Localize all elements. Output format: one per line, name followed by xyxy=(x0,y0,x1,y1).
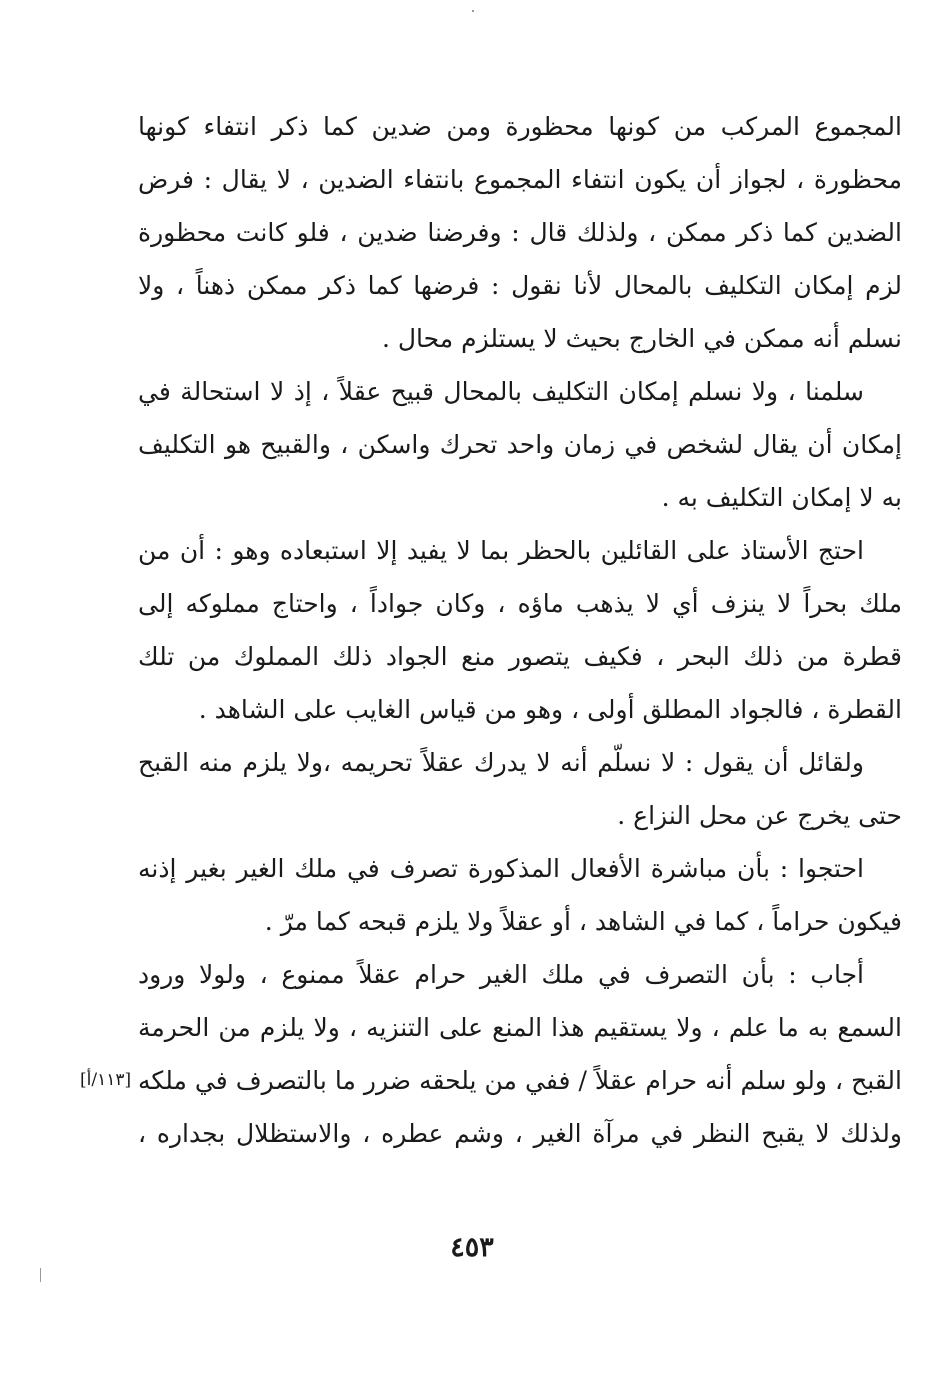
scan-speck xyxy=(40,1268,41,1282)
text-line: أجاب : بأن التصرف في ملك الغير حرام عقلاً ممنوع ، ولولا ورود xyxy=(138,960,864,989)
text-line: ملك بحراً لا ينزف أي لا يذهب ماؤه ، وكان جواداً ، واحتاج مملوكه إلى xyxy=(138,589,902,618)
text-line: ولذلك لا يقبح النظر في مرآة الغير ، وشم عطره ، والاستظلال بجداره ، xyxy=(138,1119,902,1148)
page-number: ٤٥٣ xyxy=(450,1232,494,1263)
text-line: القطرة ، فالجواد المطلق أولى ، وهو من قياس الغايب على الشاهد . xyxy=(198,695,902,724)
text-line: لزم إمكان التكليف بالمحال لأنا نقول : فرضها كما ذكر ممكن ذهناً ، ولا xyxy=(138,271,902,300)
text-line: الضدين كما ذكر ممكن ، ولذلك قال : وفرضنا ضدين ، فلو كانت محظورة xyxy=(138,218,902,247)
text-line: نسلم أنه ممكن في الخارج بحيث لا يستلزم محال . xyxy=(381,324,902,353)
text-line: ولقائل أن يقول : لا نسلّم أنه لا يدرك عقلاً تحريمه ،ولا يلزم منه القبح xyxy=(138,748,864,777)
text-line: فيكون حراماً ، كما في الشاهد ، أو عقلاً ولا يلزم قبحه كما مرّ . xyxy=(264,907,902,936)
text-line: احتجوا : بأن مباشرة الأفعال المذكورة تصرف في ملك الغير بغير إذنه xyxy=(138,854,864,883)
text-line: قطرة من ذلك البحر ، فكيف يتصور منع الجواد ذلك المملوك من تلك xyxy=(138,642,902,671)
text-line: المجموع المركب من كونها محظورة ومن ضدين كما ذكر انتفاء كونها xyxy=(138,112,902,141)
text-line: حتى يخرج عن محل النزاع . xyxy=(617,801,902,830)
text-line xyxy=(80,1054,902,1107)
scan-speck xyxy=(472,10,474,12)
text-line-content: القبح ، ولو سلم أنه حرام عقلاً / ففي من يلحقه ضرر ما بالتصرف في ملكه xyxy=(138,1066,902,1095)
text-line: احتج الأستاذ على القائلين بالحظر بما لا يفيد إلا استبعاده وهو : أن من xyxy=(138,536,864,565)
text-line: محظورة ، لجواز أن يكون انتفاء المجموع بانتفاء الضدين ، لا يقال : فرض xyxy=(138,165,902,194)
text-line: سلمنا ، ولا نسلم إمكان التكليف بالمحال قبيح عقلاً ، إذ لا استحالة في xyxy=(138,377,864,406)
text-line: به لا إمكان التكليف به . xyxy=(661,483,902,512)
text-line: إمكان أن يقال لشخص في زمان واحد تحرك واسكن ، والقبيح هو التكليف xyxy=(138,430,902,459)
folio-reference: [١١٣/أ] xyxy=(80,1070,132,1090)
main-text xyxy=(80,100,902,1160)
text-line: السمع به ما علم ، ولا يستقيم هذا المنع على التنزيه ، ولا يلزم من الحرمة xyxy=(138,1013,902,1042)
